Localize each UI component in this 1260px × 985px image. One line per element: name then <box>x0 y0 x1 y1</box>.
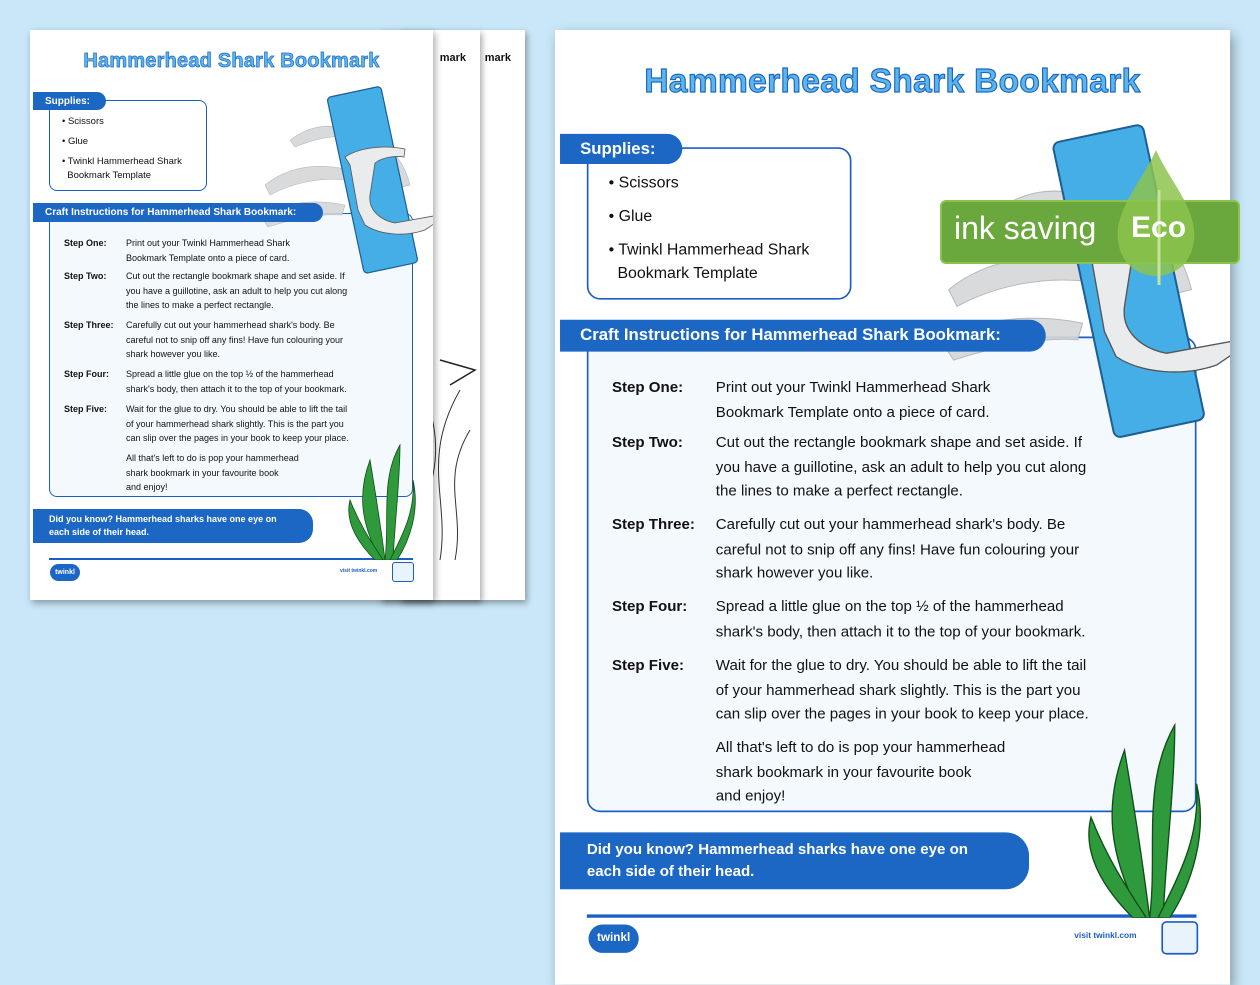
page-title: Hammerhead Shark Bookmark <box>83 50 380 72</box>
supply-item: • Twinkl Hammerhead Shark Bookmark Template <box>608 241 810 283</box>
shark-silhouette-icon <box>265 166 350 195</box>
supply-item: • Scissors <box>62 116 104 127</box>
instructions-heading: Craft Instructions for Hammerhead Shark Bookmark: <box>33 203 323 222</box>
instructions-box: Step One: Print out your Twinkl Hammerhead Shark Bookmark Template onto a piece of card. Step Two: Cut out the rectangle bookmark shape and set aside. If you have a guillotine, ask an adult to help you cut along the lines to make a perfect rectangle. Step Three: Carefully cut out your hammerhead shark's body. Be careful not to snip off any fins! Have fun colouring your shark however you like. Step Four: Spread a little glue on the top ½ of the hammerhead shark's body, then attach it to the top of your bookmark. Step Five: Wait for the glue to dry. You should be able to lift the tail of your hammerhead shark slightly. This is the part you can slip over the pages in your book to keep your place. All that's left to do is pop your hammerhead shark bookmark in your favourite book and enjoy! <box>587 337 1197 813</box>
quality-badge-icon <box>1161 921 1198 955</box>
seaweed-icon <box>1066 717 1217 918</box>
instructions-box: Step One: Print out your Twinkl Hammerhead Shark Bookmark Template onto a piece of card. Step Two: Cut out the rectangle bookmark shape and set aside. If you have a guillotine, ask an adult to help you cut along the lines to make a perfect rectangle. Step Three: Carefully cut out your hammerhead shark's body. Be careful not to snip off any fins! Have fun colouring your shark however you like. Step Four: Spread a little glue on the top ½ of the hammerhead shark's body, then attach it to the top of your bookmark. Step Five: Wait for the glue to dry. You should be able to lift the tail of your hammerhead shark slightly. This is the part you can slip over the pages in your book to keep your place. All that's left to do is pop your hammerhead shark bookmark in your favourite book and enjoy! <box>49 213 413 497</box>
twinkl-logo: twinkl <box>50 564 80 581</box>
worksheet-preview-small <box>30 30 433 600</box>
supplies-box <box>49 100 207 191</box>
seaweed-icon <box>335 440 425 560</box>
supply-item: • Twinkl Hammerhead Shark Bookmark Template <box>62 156 182 181</box>
page-title: Hammerhead Shark Bookmark <box>644 63 1141 101</box>
supply-item: • Glue <box>608 207 653 226</box>
supply-item: • Glue <box>62 136 89 147</box>
shark-silhouette-icon <box>949 258 1091 306</box>
supply-item: • Scissors <box>608 174 679 193</box>
instructions-heading: Craft Instructions for Hammerhead Shark Bookmark: <box>560 320 1046 352</box>
supplies-box <box>587 147 852 299</box>
supplies-heading: Supplies: <box>33 92 106 110</box>
fun-fact-banner: Did you know? Hammerhead sharks have one eye on each side of their head. <box>560 832 1029 889</box>
back-page-title-fragment: mark <box>484 52 511 64</box>
quality-badge-icon <box>392 562 414 582</box>
eco-label: Eco <box>1131 211 1187 244</box>
twinkl-logo: twinkl <box>589 924 639 952</box>
supplies-heading: Supplies: <box>560 134 682 164</box>
back-page-title-fragment: mark <box>439 52 466 64</box>
footer-url: visit twinkl.com <box>340 568 378 574</box>
footer-url: visit twinkl.com <box>1074 931 1137 942</box>
shark-bookmark-illustration <box>220 85 433 275</box>
ink-saving-label: ink saving <box>954 210 1097 246</box>
fun-fact-banner: Did you know? Hammerhead sharks have one eye on each side of their head. <box>33 509 313 543</box>
